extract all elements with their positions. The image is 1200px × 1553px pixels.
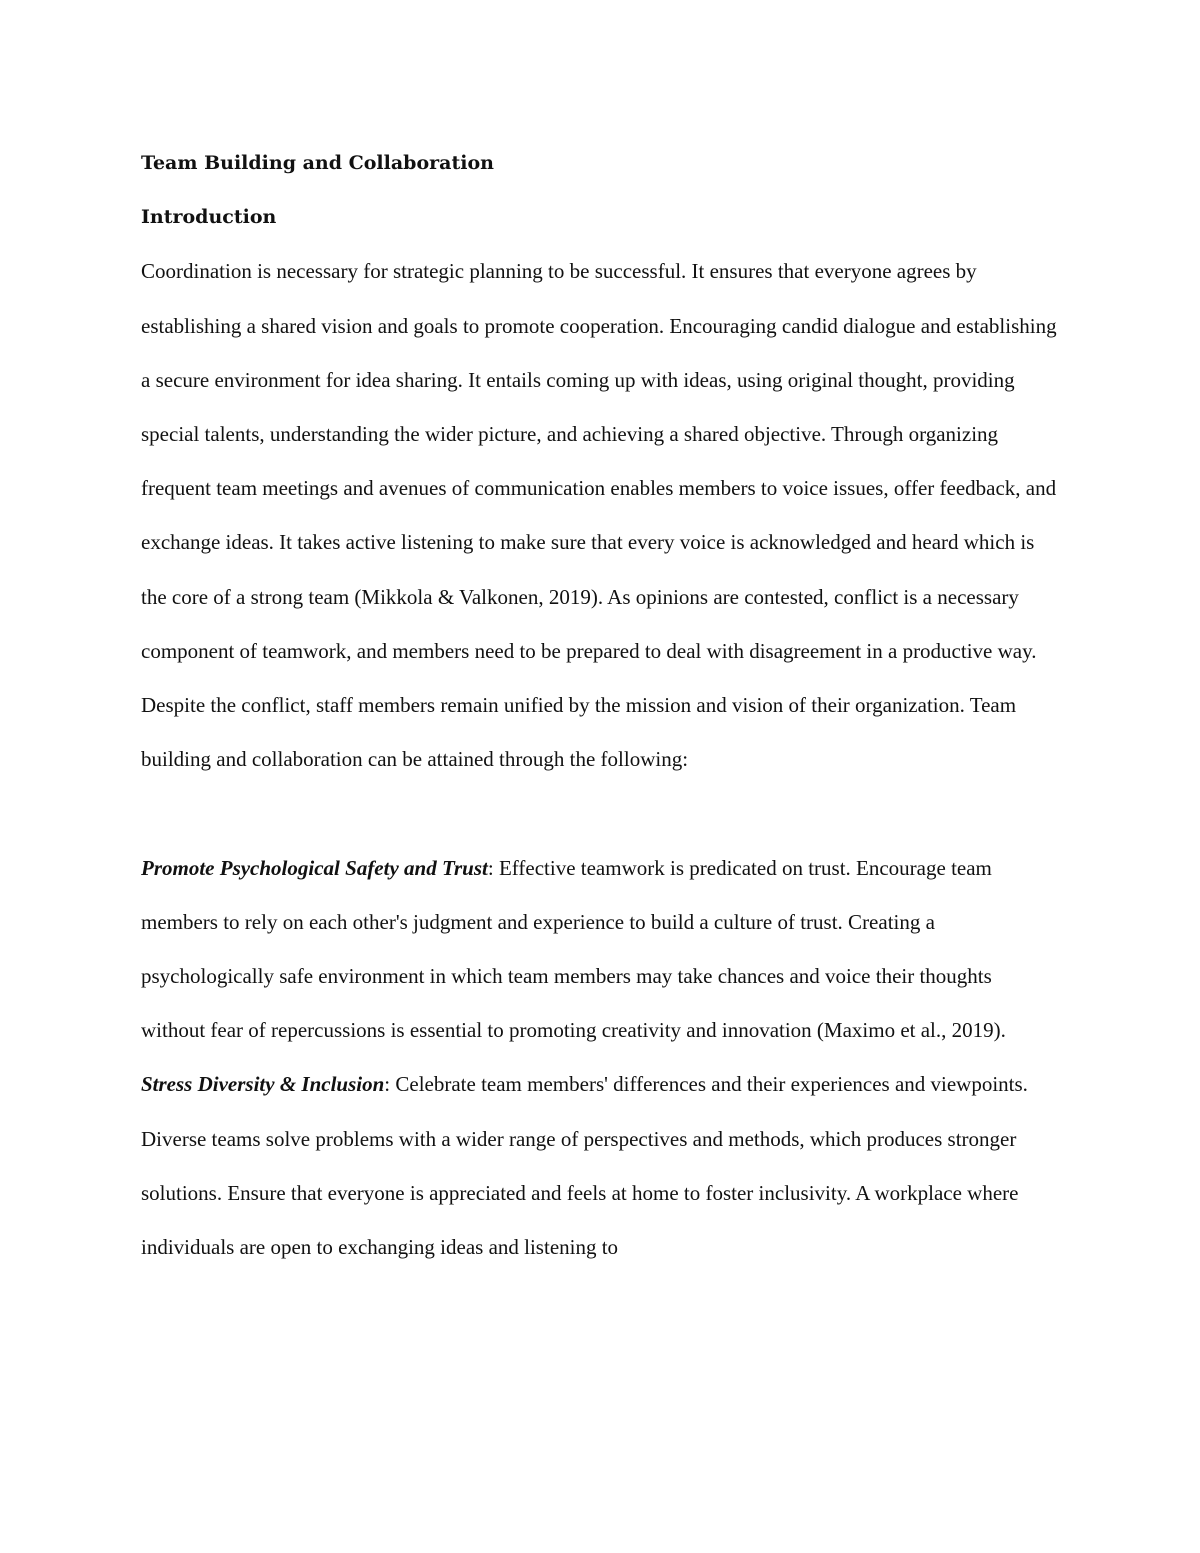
point-body: : Celebrate team members' differences and their experiences and viewpoints. Diverse teams solve problems with a wider range of perspectives and methods, which produces stronger solutions. Ensure that everyone is appreciated and feels at home to foster inclusivity. A workplace where individuals are open to exchanging ideas and listening to xyxy=(141,1072,1028,1260)
point-psychological-safety xyxy=(141,841,1061,1058)
intro-paragraph: Coordination is necessary for strategic planning to be successful. It ensures that everyone agrees by establishing a shared vision and goals to promote cooperation. Encouraging candid dialogue and establishing a secure environment for idea sharing. It entails coming up with ideas, using original thought, providing special talents, understanding the wider picture, and achieving a shared objective. Through organizing frequent team meetings and avenues of communication enables members to voice issues, offer feedback, and exchange ideas. It takes active listening to make sure that every voice is acknowledged and heard which is the core of a strong team (Mikkola & Valkonen, 2019). As opinions are contested, conflict is a necessary component of teamwork, and members need to be prepared to deal with disagreement in a productive way. Despite the conflict, staff members remain unified by the mission and vision of their organization. Team building and collaboration can be attained through the following: xyxy=(141,259,1057,772)
point-diversity-inclusion xyxy=(141,1057,1061,1274)
point-lead: Stress Diversity & Inclusion xyxy=(141,1072,385,1097)
point-body: : Effective teamwork is predicated on trust. Encourage team members to rely on each other's judgment and experience to build a culture of trust. Creating a psychologically safe environment in which team members may take chances and voice their thoughts without fear of repercussions is essential to promoting creativity and innovation (Maximo et al., 2019). xyxy=(141,855,1006,1043)
section-heading-introduction: Introduction xyxy=(141,206,277,229)
paragraph-spacer xyxy=(141,786,1061,840)
document-title: Team Building and Collaboration xyxy=(141,152,494,174)
document-content xyxy=(141,136,1061,1274)
point-lead: Promote Psychological Safety and Trust xyxy=(141,855,488,880)
